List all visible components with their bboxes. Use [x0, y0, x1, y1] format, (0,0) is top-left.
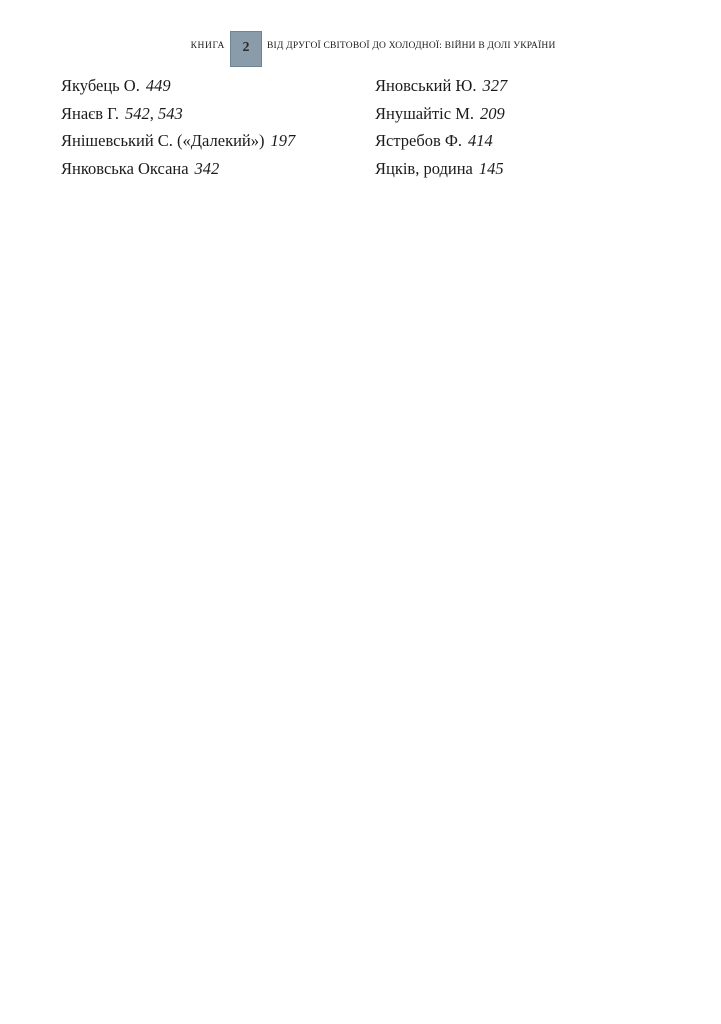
- index-column-left: [61, 76, 295, 186]
- index-entry-pages: 542, 543: [124, 103, 183, 123]
- index-column-right: [375, 76, 507, 186]
- index-entry-pages: 327: [482, 76, 508, 95]
- index-entry-name: Яновський Ю.: [375, 76, 477, 95]
- index-entry-name: Якубець О.: [61, 76, 140, 95]
- book-label: КНИГА: [190, 41, 225, 51]
- index-entry-pages: 449: [145, 76, 171, 95]
- index-entry-name: Яцків, родина: [375, 158, 473, 178]
- index-entry-pages: 414: [468, 131, 493, 150]
- index-entry: [61, 159, 295, 187]
- index-entry: [61, 104, 295, 132]
- index-entry: [375, 159, 507, 187]
- index-entry: [375, 131, 507, 159]
- book-number-box: [230, 31, 262, 67]
- book-number: 2: [242, 40, 250, 55]
- index-entry: [375, 104, 507, 132]
- index-entry-name: Янушайтіс М.: [375, 103, 474, 123]
- book-title: ВІД ДРУГОЇ СВІТОВОЇ ДО ХОЛОДНОЇ: ВІЙНИ В ДОЛІ УКРАЇНИ: [267, 41, 556, 51]
- index-entry-name: Янаєв Г.: [61, 103, 119, 123]
- running-head: [0, 31, 721, 67]
- index-entry: [61, 76, 295, 104]
- index-entry-pages: 342: [194, 158, 220, 178]
- index-entry-name: Янішевський С. («Далекий»): [61, 131, 265, 150]
- index-entry: [375, 76, 507, 104]
- index-entry-name: Янковська Оксана: [61, 158, 189, 178]
- index-entry-name: Ястребов Ф.: [375, 131, 463, 150]
- index-entry-pages: 197: [270, 131, 296, 150]
- index-entry: [61, 131, 295, 159]
- index-entry-pages: 209: [479, 103, 505, 123]
- index-entry-pages: 145: [478, 158, 504, 178]
